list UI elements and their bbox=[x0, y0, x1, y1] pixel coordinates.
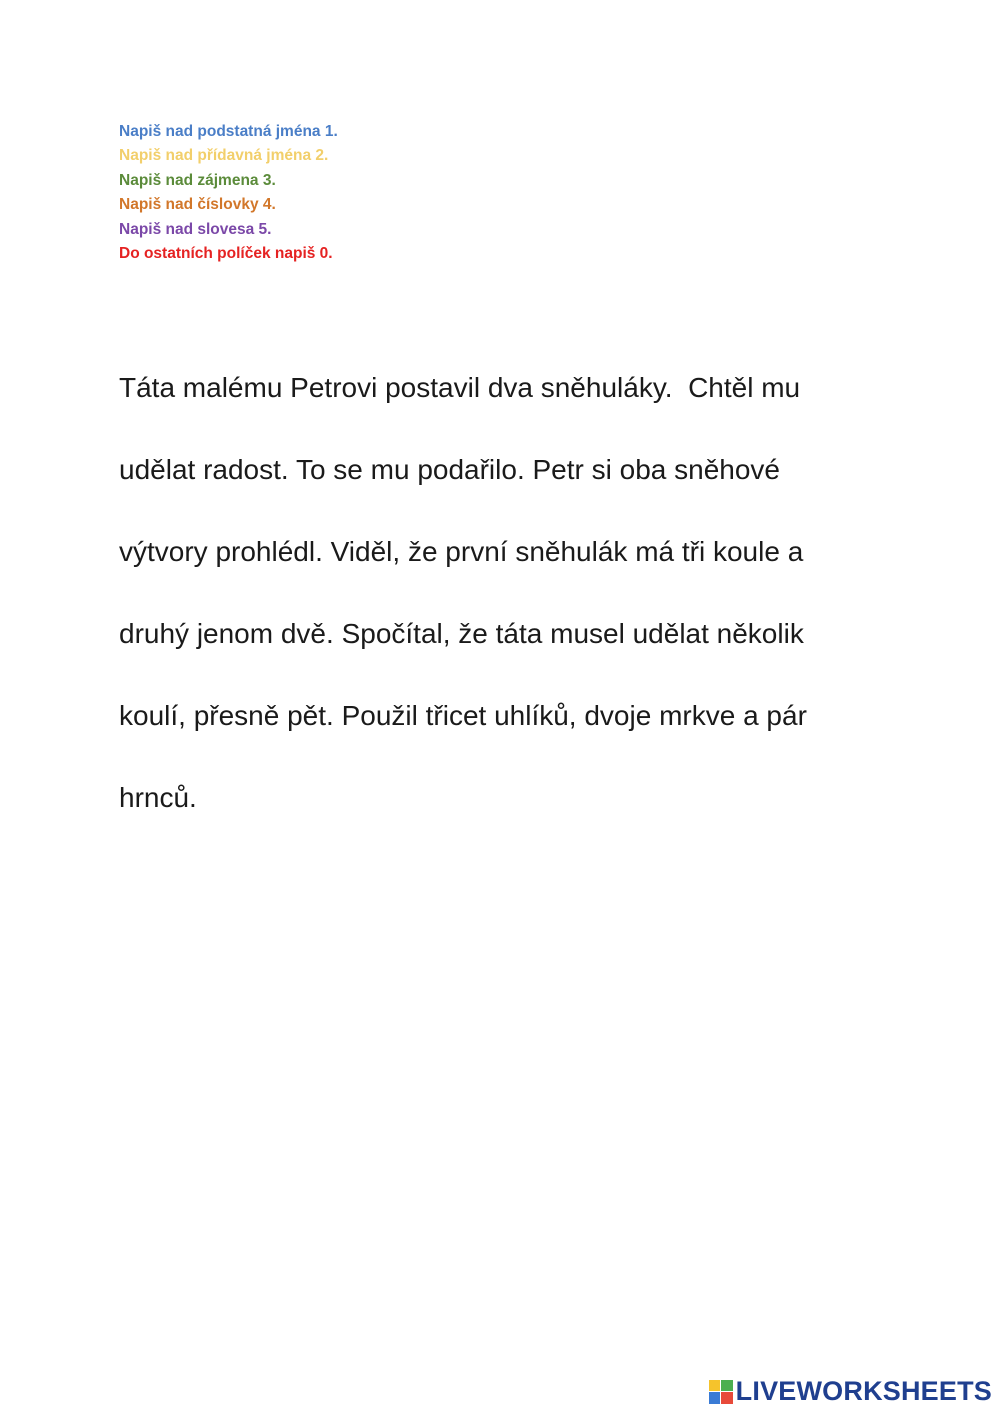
story-line-3: výtvory prohlédl. Viděl, že první sněhulák má tři koule a bbox=[119, 536, 804, 567]
logo-cell-3 bbox=[709, 1392, 721, 1404]
instruction-numerals: Napiš nad číslovky 4. bbox=[119, 196, 276, 214]
story-line-5: koulí, přesně pět. Použil třicet uhlíků, dvoje mrkve a pár bbox=[119, 700, 807, 731]
story-line-4: druhý jenom dvě. Spočítal, že táta musel udělat několik bbox=[119, 618, 804, 649]
story-text bbox=[119, 347, 939, 839]
instructions-list bbox=[119, 120, 338, 266]
instruction-adjectives: Napiš nad přídavná jména 2. bbox=[119, 147, 329, 165]
instruction-verbs: Napiš nad slovesa 5. bbox=[119, 220, 272, 238]
liveworksheets-brand[interactable] bbox=[709, 1378, 992, 1405]
instruction-pronouns: Napiš nad zájmena 3. bbox=[119, 171, 276, 189]
logo-cell-2 bbox=[721, 1380, 733, 1392]
story-line-1: Táta malému Petrovi postavil dva sněhuláky. Chtěl mu bbox=[119, 372, 801, 403]
story-line-2: udělat radost. To se mu podařilo. Petr si oba sněhové bbox=[119, 454, 780, 485]
logo-cell-1 bbox=[709, 1380, 721, 1392]
logo-cell-4 bbox=[721, 1392, 733, 1404]
liveworksheets-logo-icon bbox=[709, 1380, 733, 1404]
brand-name: LIVEWORKSHEETS bbox=[735, 1376, 992, 1406]
instruction-others: Do ostatních políček napiš 0. bbox=[119, 245, 333, 263]
instruction-nouns: Napiš nad podstatná jména 1. bbox=[119, 123, 338, 140]
story-line-6: hrnců. bbox=[119, 782, 197, 813]
